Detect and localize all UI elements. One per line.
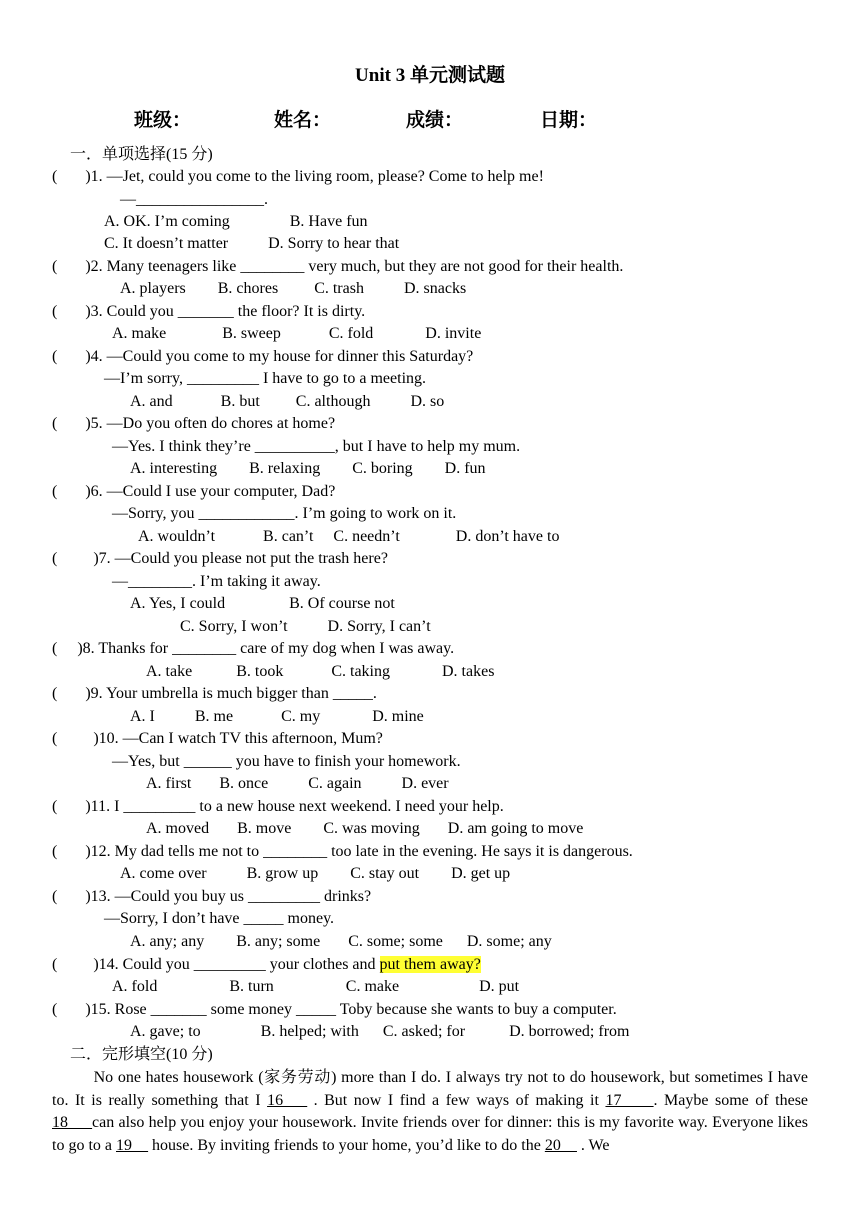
question-stem: ( )10. —Can I watch TV this afternoon, Mum? xyxy=(52,730,383,747)
blank-18: 18___ xyxy=(52,1114,92,1132)
question-stem-line2: —Yes, but ______ you have to finish your homework. xyxy=(112,753,461,770)
question-stem: ( )7. —Could you please not put the trash here? xyxy=(52,550,388,567)
class-field-label: 班级： xyxy=(134,110,192,131)
question-stem: ( )12. My dad tells me not to ________ too late in the evening. He says it is dangerous. xyxy=(52,843,633,860)
question-options: A. gave; to B. helped; with C. asked; for D. borrowed; from xyxy=(130,1023,630,1040)
section1-heading: 一．单项选择(15 分) xyxy=(70,146,213,163)
question-options: A. interesting B. relaxing C. boring D. fun xyxy=(130,460,486,477)
question-stem-line2: —Sorry, you ____________. I’m going to work on it. xyxy=(112,505,457,522)
question-stem: ( )6. —Could I use your computer, Dad? xyxy=(52,483,336,500)
blank-16: 16___ xyxy=(267,1091,308,1109)
question-stem-line2: —________________. xyxy=(120,191,268,208)
passage-text: . Maybe some of these xyxy=(653,1091,809,1109)
question-stem: ( )8. Thanks for ________ care of my dog when I was away. xyxy=(52,640,455,657)
question-options: A. fold B. turn C. make D. put xyxy=(112,978,520,995)
name-field-label: 姓名： xyxy=(274,110,332,131)
question-stem-line2: —Yes. I think they’re __________, but I have to help my mum. xyxy=(112,438,521,455)
blank-17: 17____ xyxy=(605,1091,654,1109)
question-options: A. I B. me C. my D. mine xyxy=(130,708,424,725)
question-options: A. moved B. move C. was moving D. am going to move xyxy=(146,820,584,837)
section2-heading: 二．完形填空(10 分) xyxy=(70,1046,213,1063)
score-field-label: 成绩： xyxy=(406,110,464,131)
page-title: Unit 3 单元测试题 xyxy=(355,65,505,86)
blank-20: 20__ xyxy=(544,1136,577,1154)
passage-text: No one hates housework (家务劳动) more than I do. I always try not to do housework, but sometimes I have to. It is really something that I xyxy=(52,1069,808,1109)
question-stem xyxy=(52,955,481,975)
question-stem: ( )15. Rose _______ some money _____ Toby because she wants to buy a computer. xyxy=(52,1001,617,1018)
question-stem: ( )5. —Do you often do chores at home? xyxy=(52,415,336,432)
question-options: A. first B. once C. again D. ever xyxy=(146,775,449,792)
question-stem: ( )13. —Could you buy us _________ drinks? xyxy=(52,888,372,905)
passage-text: . We xyxy=(576,1136,610,1154)
question-stem-line2: —________. I’m taking it away. xyxy=(112,573,321,590)
question-stem-line2: —I’m sorry, _________ I have to go to a meeting. xyxy=(104,370,427,387)
question-options: A. come over B. grow up C. stay out D. get up xyxy=(120,865,511,882)
highlighted-text: put them away? xyxy=(379,956,481,973)
date-field-label: 日期： xyxy=(540,110,598,131)
question-options: C. It doesn’t matter D. Sorry to hear that xyxy=(104,235,400,252)
question-options: A. make B. sweep C. fold D. invite xyxy=(112,325,482,342)
question-stem: ( )9. Your umbrella is much bigger than _____. xyxy=(52,685,377,702)
question-options: A. wouldn’t B. can’t C. needn’t D. don’t have to xyxy=(138,528,560,545)
question-options: A. and B. but C. although D. so xyxy=(130,393,445,410)
question-options: A. players B. chores C. trash D. snacks xyxy=(120,280,467,297)
question-options: A. take B. took C. taking D. takes xyxy=(146,663,495,680)
passage-text: house. By inviting friends to your home, you’d like to do the xyxy=(148,1136,545,1154)
question-options: A. OK. I’m coming B. Have fun xyxy=(104,213,368,230)
passage-text: . But now I find a few ways of making it xyxy=(307,1091,606,1109)
question-options: A. Yes, I could B. Of course not xyxy=(130,595,395,612)
question-stem: ( )1. —Jet, could you come to the living room, please? Come to help me! xyxy=(52,168,544,185)
question-stem: ( )11. I _________ to a new house next weekend. I need your help. xyxy=(52,798,504,815)
question-stem-line2: —Sorry, I don’t have _____ money. xyxy=(104,910,335,927)
question-stem: ( )4. —Could you come to my house for dinner this Saturday? xyxy=(52,348,474,365)
question-stem: ( )3. Could you _______ the floor? It is dirty. xyxy=(52,303,366,320)
cloze-passage xyxy=(52,1067,808,1157)
blank-19: 19__ xyxy=(116,1136,148,1154)
question-stem-text: ( )14. Could you _________ your clothes and xyxy=(52,956,380,973)
question-options: C. Sorry, I won’t D. Sorry, I can’t xyxy=(180,618,431,635)
question-options: A. any; any B. any; some C. some; some D. some; any xyxy=(130,933,552,950)
passage-text: can also help you enjoy your housework. Invite friends over for dinner: this is my favorite way. Everyone likes to go to a xyxy=(52,1114,808,1154)
question-stem: ( )2. Many teenagers like ________ very much, but they are not good for their health. xyxy=(52,258,624,275)
